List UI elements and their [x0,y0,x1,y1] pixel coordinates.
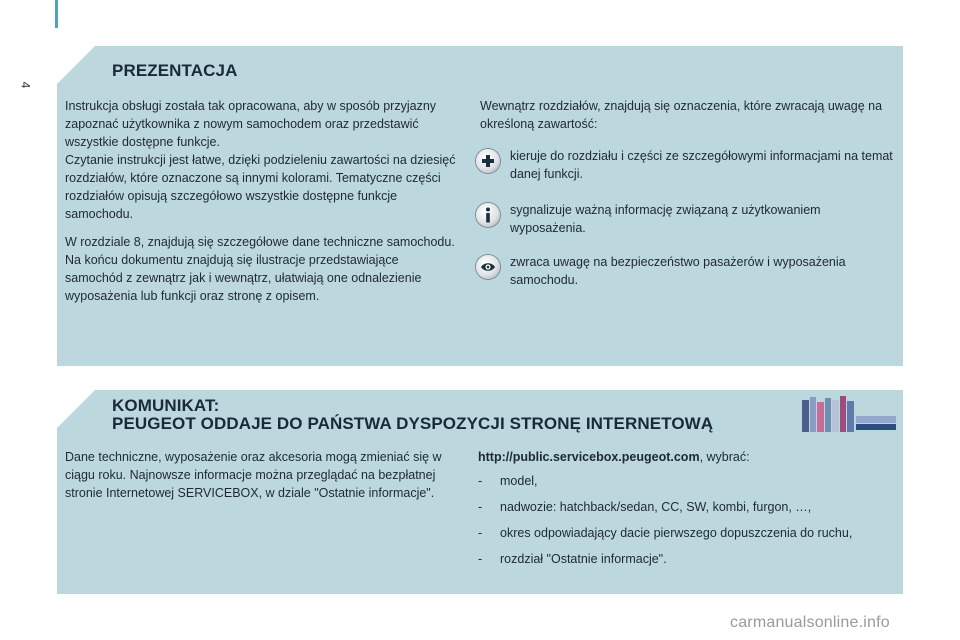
info-icon [476,203,500,227]
list-dash: - [478,526,483,540]
list-item [478,472,898,490]
prezentacja-title: PREZENTACJA [112,61,238,80]
komunikat-title: KOMUNIKAT: [112,396,220,415]
list-item-text: nadwozie: hatchback/sedan, CC, SW, kombi, furgon, …, [500,500,812,514]
list-item [478,524,898,542]
list-dash: - [478,500,483,514]
list-item-text: rozdział "Ostatnie informacje". [500,552,667,566]
legend-item-plus [476,147,896,183]
komunikat-description: Dane techniczne, wyposażenie oraz akcesoria mogą zmieniać się w ciągu roku. Najnowsze informacje można przeglądać na bezpłatnej stronie Internetowej SERVICEBOX, w dziale "Ostatnie informacje". [65,450,442,500]
edge-bar [55,0,58,28]
list-item [478,550,898,568]
list-item-text: okres odpowiadający dacie pierwszego dopuszczenia do ruchu, [500,526,853,540]
komunikat-url-line [478,448,888,466]
legend-item-eye [476,253,896,289]
prezentacja-paragraph-1: Instrukcja obsługi została tak opracowana, aby w sposób przyjazny zapoznać użytkownika z nowym samochodem oraz przedstawić wszystkie dostępne funkcje. [65,99,437,149]
prezentacja-paragraph-2: Czytanie instrukcji jest łatwe, dzięki podzieleniu zawartości na dziesięć rozdziałów, które oznaczone są innymi kolorami. Tematyczne części rozdziałów opisują szczegółowo wszystkie dostępne funkcje samochodu. [65,153,456,221]
eye-icon [476,255,500,279]
watermark: carmanualsonline.info [730,614,890,631]
list-dash: - [478,474,483,488]
komunikat-subtitle: PEUGEOT ODDAJE DO PAŃSTWA DYSPOZYCJI STRONĘ INTERNETOWĄ [112,414,714,433]
list-dash: - [478,552,483,566]
legend-text-eye: zwraca uwagę na bezpieczeństwo pasażerów i wyposażenia samochodu. [510,255,846,287]
legend-text-plus: kieruje do rozdziału i części ze szczegółowymi informacjami na temat danej funkcji. [510,149,893,181]
komunikat-list [478,472,898,576]
prezentacja-intro: Wewnątrz rozdziałów, znajdują się oznaczenia, które zwracają uwagę na określoną zawartość: [480,99,883,131]
url-suffix: , wybrać: [699,450,750,464]
books-icon [800,394,898,434]
plus-icon [476,149,500,173]
legend-item-info [476,201,896,237]
servicebox-link[interactable]: http://public.servicebox.peugeot.com [478,450,700,464]
list-item [478,498,898,516]
prezentacja-paragraph-3: W rozdziale 8, znajdują się szczegółowe dane techniczne samochodu. Na końcu dokumentu znajdują się ilustracje przedstawiające samochód z zewnątrz jak i wewnątrz, ułatwiają one odnalezienie wyposażenia lub funkcji oraz stronę z opisem. [65,235,455,303]
legend-text-info: sygnalizuje ważną informację związaną z użytkowaniem wyposażenia. [510,203,821,235]
page-number: 4 [18,81,33,89]
list-item-text: model, [500,474,538,488]
